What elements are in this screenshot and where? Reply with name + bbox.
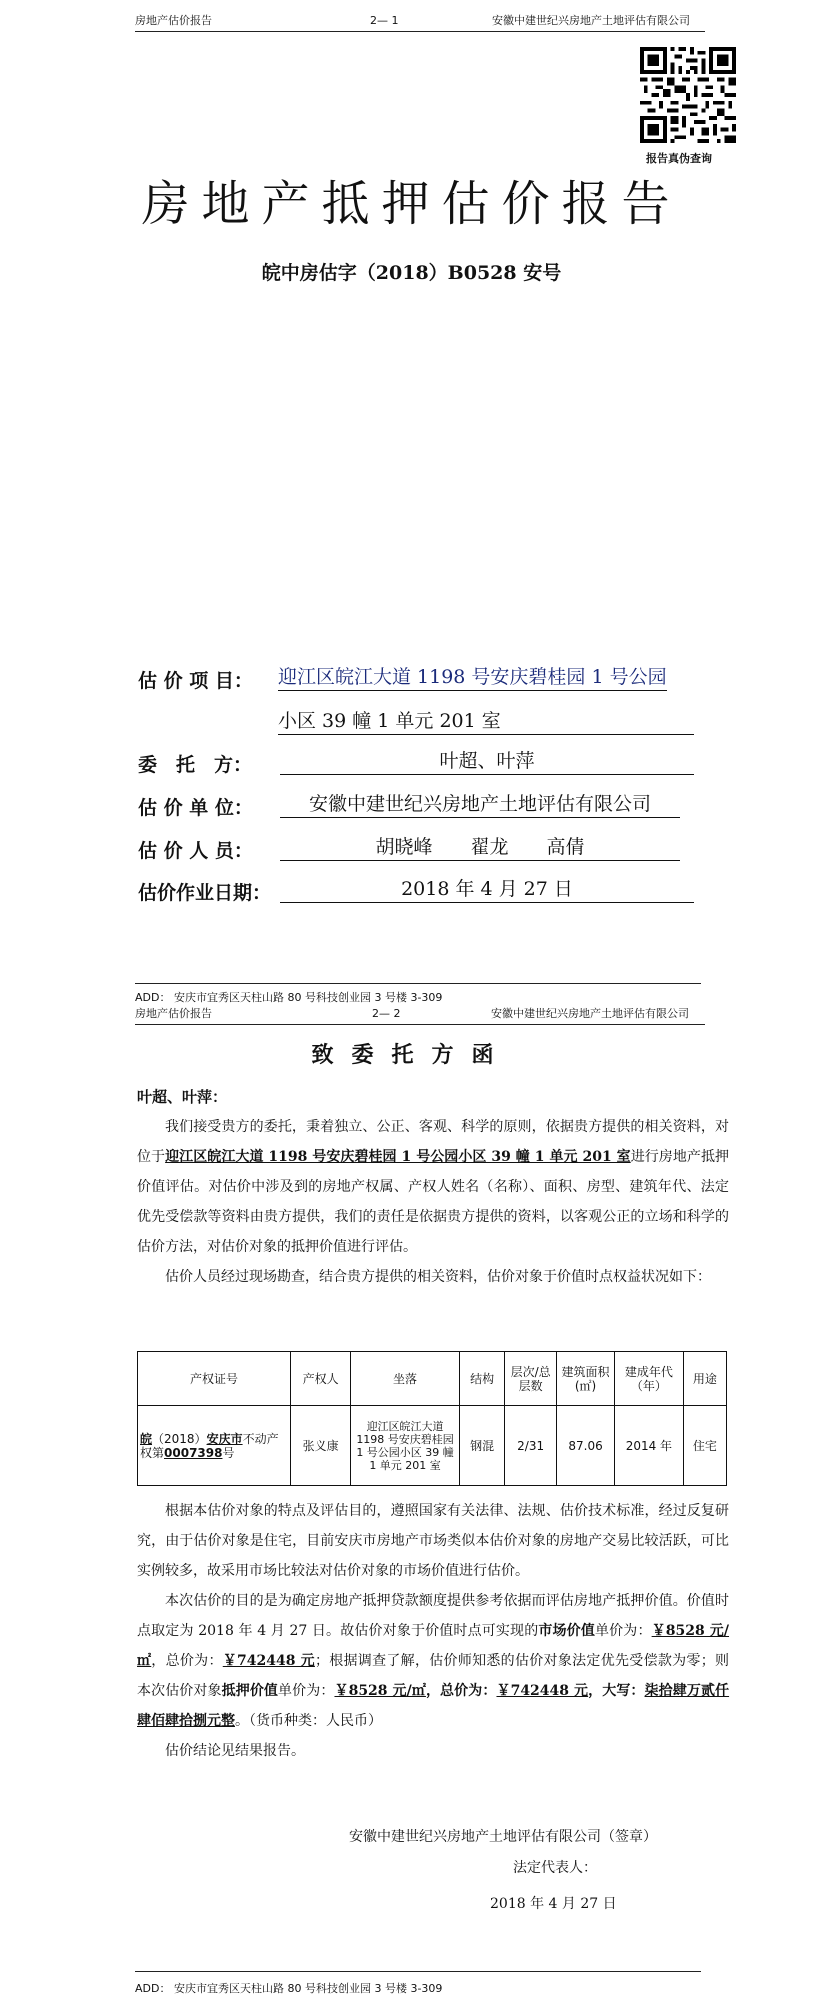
page1-header-page: 2— 1 bbox=[370, 14, 399, 27]
th-area: 建筑面积(㎡) bbox=[557, 1352, 615, 1406]
date-value-text: 2018 年 4 月 27 日 bbox=[401, 878, 573, 900]
page1-header-left: 房地产估价报告 bbox=[135, 14, 212, 27]
cert-city: 安庆市 bbox=[206, 1431, 243, 1446]
th-floors: 层次/总层数 bbox=[505, 1352, 557, 1406]
p4-g: ；根据调查了解，估价师知悉的估价对象法定优先受偿款为零；则本次估价对象 bbox=[137, 1653, 730, 1699]
page1-header-right: 安徽中建世纪兴房地产土地评估有限公司 bbox=[492, 14, 690, 27]
page2-header-right: 安徽中建世纪兴房地产土地评估有限公司 bbox=[491, 1007, 689, 1020]
p1-text-c: 进行房地产抵押价值评估。对估价中涉及到的房地产权属、产权人姓名（名称）、面积、房型、建筑年代、法定优先受偿款等资料由贵方提供，我们的责任是依据贵方提供的资料，以客观公正的立场和科学的估价方法，对估价对象的抵押价值进行评估。 bbox=[137, 1149, 730, 1255]
p4-m: ，大写： bbox=[588, 1683, 645, 1699]
project-value-line2 bbox=[278, 708, 694, 735]
paragraph-4 bbox=[137, 1586, 729, 1736]
appraisers-value bbox=[280, 834, 680, 861]
signature-company: 安徽中建世纪兴房地产土地评估有限公司（签章） bbox=[349, 1829, 657, 1845]
page2-footer-rule bbox=[135, 1971, 701, 1972]
p1-text-a: 我们接受贵方的委托，秉着独立、公正、客观、科学的原则，依据贵方提供的相关资料，对位于 bbox=[137, 1119, 729, 1165]
cell-usage: 住宅 bbox=[683, 1406, 726, 1486]
p4-o: 。（货币种类：人民币） bbox=[235, 1713, 382, 1729]
unit-value-text: 安徽中建世纪兴房地产土地评估有限公司 bbox=[308, 793, 651, 815]
th-location: 坐落 bbox=[351, 1352, 460, 1406]
p4-i: 单价为： bbox=[278, 1683, 335, 1699]
cert-kind: 不动产权第 bbox=[140, 1431, 279, 1460]
p1-property-address: 迎江区皖江大道 1198 号安庆碧桂园 1 号公园小区 39 幢 1 单元 201 室 bbox=[165, 1149, 631, 1165]
paragraph-3: 根据本估价对象的特点及评估目的，遵照国家有关法律、法规、估价技术标准，经过反复研究，由于估价对象是住宅，目前安庆市房地产市场类似本估价对象的房地产交易比较活跃，可比实例较多，故采用市场比较法对估价对象的市场价值进行估价。 bbox=[137, 1503, 729, 1579]
client-value-text: 叶超、叶萍 bbox=[439, 750, 535, 772]
th-owner: 产权人 bbox=[291, 1352, 351, 1406]
page2-header-rule bbox=[135, 1024, 705, 1025]
page2-header-left: 房地产估价报告 bbox=[135, 1007, 212, 1020]
cert-suffix: 号 bbox=[222, 1445, 235, 1460]
appraisers-label: 估 价 人 员： bbox=[138, 840, 253, 862]
cert-number: 0007398 bbox=[164, 1445, 223, 1460]
p4-a: 本次估价的目的是为确定房地产抵押贷款额度提供参考依据而评估房地产抵押价值。价值时点取定为 2018 年 4 月 27 日。故估价对象于价值时点可实现的 bbox=[137, 1593, 729, 1639]
report-title: 房地产抵押估价报告 bbox=[141, 176, 682, 232]
p4-mortgage-total: ￥742448 元 bbox=[496, 1683, 589, 1699]
cert-year: （2018） bbox=[152, 1431, 207, 1446]
th-cert: 产权证号 bbox=[138, 1352, 291, 1406]
signature-legal-rep: 法定代表人： bbox=[513, 1860, 597, 1876]
p4-c: 单价为： bbox=[594, 1623, 652, 1639]
salutation: 叶超、叶萍： bbox=[137, 1088, 228, 1106]
page2-footer-address: ADD： 安庆市宜秀区天柱山路 80 号科技创业园 3 号楼 3-309 bbox=[135, 1982, 443, 1995]
p4-k: ，总价为： bbox=[425, 1683, 497, 1699]
client-label: 委 托 方： bbox=[138, 754, 253, 776]
p4-mortgage-unit-price: ￥8528 元/㎡ bbox=[334, 1683, 426, 1699]
cell-year: 2014 年 bbox=[615, 1406, 684, 1486]
cell-structure: 钢混 bbox=[459, 1406, 504, 1486]
date-value bbox=[280, 876, 694, 903]
letter-body-continued bbox=[137, 1496, 729, 1766]
cell-floors: 2/31 bbox=[505, 1406, 557, 1486]
cell-area: 87.06 bbox=[557, 1406, 615, 1486]
cert-prefix: 皖 bbox=[140, 1431, 153, 1446]
project-label: 估 价 项 目： bbox=[138, 670, 253, 692]
th-year: 建成年代（年） bbox=[615, 1352, 684, 1406]
project-value-line2-text: 小区 39 幢 1 单元 201 室 bbox=[278, 710, 501, 732]
cell-owner: 张义康 bbox=[291, 1406, 351, 1486]
paragraph-5: 估价结论见结果报告。 bbox=[165, 1743, 305, 1759]
qr-caption: 报告真伪查询 bbox=[646, 152, 712, 165]
date-label: 估价作业日期： bbox=[138, 882, 272, 904]
unit-value bbox=[280, 791, 680, 818]
client-value bbox=[280, 748, 694, 775]
paragraph-2: 估价人员经过现场勘查，结合贵方提供的相关资料，估价对象于价值时点权益状况如下： bbox=[165, 1269, 711, 1285]
th-structure: 结构 bbox=[459, 1352, 504, 1406]
p4-mortgage-value-label: 抵押价值 bbox=[221, 1683, 279, 1699]
signature-date: 2018 年 4 月 27 日 bbox=[490, 1896, 617, 1912]
cell-location: 迎江区皖江大道 1198 号安庆碧桂园 1 号公园小区 39 幢 1 单元 201 室 bbox=[351, 1406, 460, 1486]
appraisers-value-text: 胡晓峰 翟龙 高倩 bbox=[375, 836, 585, 858]
cell-cert bbox=[138, 1406, 291, 1486]
property-table bbox=[137, 1351, 727, 1486]
table-row bbox=[138, 1406, 727, 1486]
p4-market-unit-price: ￥8528 元/㎡ bbox=[137, 1623, 730, 1669]
document-number: 皖中房估字（2018）B0528 安号 bbox=[261, 262, 562, 284]
paragraph-1 bbox=[137, 1112, 729, 1262]
letter-body bbox=[137, 1082, 729, 1292]
p4-market-total: ￥742448 元 bbox=[222, 1653, 315, 1669]
page1-header-rule bbox=[135, 31, 705, 32]
qr-code-icon bbox=[640, 47, 736, 143]
page2-header-page: 2— 2 bbox=[372, 1007, 401, 1020]
th-usage: 用途 bbox=[683, 1352, 726, 1406]
p4-amount-in-words: 柒拾肆万贰仟肆佰肆拾捌元整 bbox=[137, 1683, 730, 1729]
page1-footer-rule bbox=[135, 983, 701, 984]
letter-title: 致委托方函 bbox=[311, 1042, 512, 1068]
p4-e: ，总价为： bbox=[151, 1653, 223, 1669]
p4-market-value-label: 市场价值 bbox=[538, 1623, 595, 1639]
page1-footer-address: ADD： 安庆市宜秀区天柱山路 80 号科技创业园 3 号楼 3-309 bbox=[135, 991, 443, 1004]
project-value-line1: 迎江区皖江大道 1198 号安庆碧桂园 1 号公园 bbox=[278, 664, 667, 691]
unit-label: 估 价 单 位： bbox=[138, 797, 253, 819]
